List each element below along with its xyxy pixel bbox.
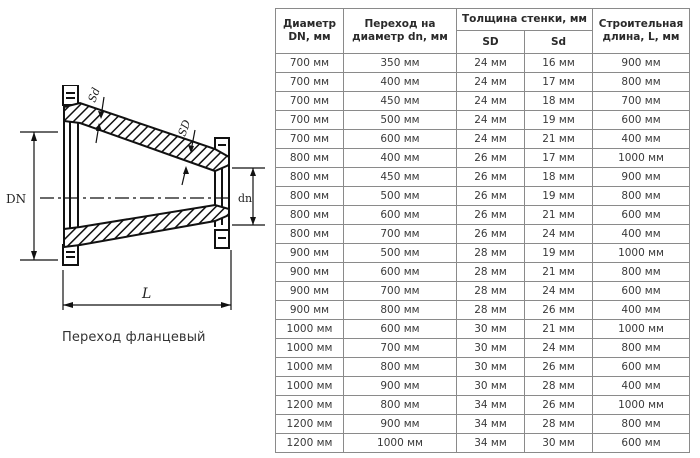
cell-dn: 800 мм <box>276 187 344 206</box>
table-row <box>276 301 690 320</box>
cell-SD: 24 мм <box>457 111 525 130</box>
cell-dn: 800 мм <box>276 168 344 187</box>
table-row <box>276 206 690 225</box>
cell-Sd: 19 мм <box>525 244 593 263</box>
cell-dn: 1000 мм <box>276 377 344 396</box>
cell-SD: 26 мм <box>457 206 525 225</box>
cell-transition-dn: 700 мм <box>344 282 457 301</box>
cell-length: 1000 мм <box>593 149 690 168</box>
cell-dn: 1200 мм <box>276 415 344 434</box>
length-label: L <box>142 286 152 302</box>
table-body <box>276 54 690 453</box>
cell-dn: 900 мм <box>276 282 344 301</box>
cell-transition-dn: 800 мм <box>344 396 457 415</box>
cell-Sd: 17 мм <box>525 149 593 168</box>
cell-dn: 700 мм <box>276 54 344 73</box>
cell-transition-dn: 450 мм <box>344 92 457 111</box>
cell-length: 600 мм <box>593 111 690 130</box>
cell-Sd: 28 мм <box>525 415 593 434</box>
cell-transition-dn: 500 мм <box>344 111 457 130</box>
cell-transition-dn: 800 мм <box>344 301 457 320</box>
cell-transition-dn: 450 мм <box>344 168 457 187</box>
cell-Sd: 17 мм <box>525 73 593 92</box>
header-transition-diameter: Переход на диаметр dn, мм <box>344 9 457 54</box>
header-Sd: Sd <box>525 31 593 54</box>
cell-length: 1000 мм <box>593 244 690 263</box>
table-row <box>276 149 690 168</box>
cell-SD: 28 мм <box>457 282 525 301</box>
cell-transition-dn: 1000 мм <box>344 434 457 453</box>
cell-length: 600 мм <box>593 434 690 453</box>
table-row <box>276 434 690 453</box>
cell-Sd: 18 мм <box>525 92 593 111</box>
cell-length: 800 мм <box>593 339 690 358</box>
table-row <box>276 320 690 339</box>
cell-transition-dn: 600 мм <box>344 206 457 225</box>
cell-Sd: 21 мм <box>525 206 593 225</box>
cell-Sd: 16 мм <box>525 54 593 73</box>
table-row <box>276 54 690 73</box>
cell-SD: 24 мм <box>457 130 525 149</box>
cell-length: 800 мм <box>593 415 690 434</box>
cell-transition-dn: 400 мм <box>344 73 457 92</box>
cell-Sd: 28 мм <box>525 377 593 396</box>
cell-length: 600 мм <box>593 206 690 225</box>
cell-SD: 26 мм <box>457 168 525 187</box>
cell-dn: 1200 мм <box>276 396 344 415</box>
cell-transition-dn: 700 мм <box>344 339 457 358</box>
cell-transition-dn: 800 мм <box>344 358 457 377</box>
cell-SD: 30 мм <box>457 320 525 339</box>
cell-Sd: 24 мм <box>525 282 593 301</box>
cell-SD: 28 мм <box>457 301 525 320</box>
table-row <box>276 339 690 358</box>
cell-length: 400 мм <box>593 225 690 244</box>
cell-dn: 1000 мм <box>276 358 344 377</box>
cell-length: 600 мм <box>593 282 690 301</box>
cell-dn: 800 мм <box>276 206 344 225</box>
cell-transition-dn: 350 мм <box>344 54 457 73</box>
cell-dn: 1000 мм <box>276 320 344 339</box>
cell-Sd: 18 мм <box>525 168 593 187</box>
sd-thickness-label: Sd <box>85 85 103 105</box>
flanged-reducer-drawing <box>0 85 270 315</box>
cell-SD: 30 мм <box>457 339 525 358</box>
cell-transition-dn: 700 мм <box>344 225 457 244</box>
cell-Sd: 26 мм <box>525 301 593 320</box>
cell-dn: 900 мм <box>276 301 344 320</box>
table-row <box>276 396 690 415</box>
table-row <box>276 225 690 244</box>
cell-SD: 26 мм <box>457 149 525 168</box>
cell-dn: 700 мм <box>276 73 344 92</box>
table-row <box>276 244 690 263</box>
cell-Sd: 30 мм <box>525 434 593 453</box>
small-dn-label: dn <box>238 192 253 205</box>
reducer-spec-table <box>275 8 690 453</box>
cell-SD: 24 мм <box>457 92 525 111</box>
cell-length: 1000 мм <box>593 396 690 415</box>
cell-length: 800 мм <box>593 263 690 282</box>
cell-Sd: 26 мм <box>525 358 593 377</box>
cell-dn: 700 мм <box>276 92 344 111</box>
cell-length: 900 мм <box>593 54 690 73</box>
cell-transition-dn: 400 мм <box>344 149 457 168</box>
drawing-caption: Переход фланцевый <box>62 330 206 345</box>
table-row <box>276 358 690 377</box>
cell-transition-dn: 900 мм <box>344 415 457 434</box>
cell-transition-dn: 600 мм <box>344 263 457 282</box>
cell-dn: 1200 мм <box>276 434 344 453</box>
cell-dn: 1000 мм <box>276 339 344 358</box>
header-dn-diameter: Диаметр DN, мм <box>276 9 344 54</box>
table-row <box>276 111 690 130</box>
cell-Sd: 21 мм <box>525 130 593 149</box>
cell-SD: 26 мм <box>457 187 525 206</box>
cell-SD: 26 мм <box>457 225 525 244</box>
cell-dn: 700 мм <box>276 130 344 149</box>
cell-transition-dn: 500 мм <box>344 244 457 263</box>
cell-transition-dn: 500 мм <box>344 187 457 206</box>
table-row <box>276 187 690 206</box>
cell-length: 400 мм <box>593 301 690 320</box>
cell-length: 900 мм <box>593 168 690 187</box>
table-row <box>276 168 690 187</box>
table-row <box>276 415 690 434</box>
cell-transition-dn: 600 мм <box>344 320 457 339</box>
cell-Sd: 24 мм <box>525 225 593 244</box>
dn-label: DN <box>6 192 27 206</box>
header-build-length: Строительная длина, L, мм <box>593 9 690 54</box>
SD-thickness-label: SD <box>175 118 194 139</box>
table-row <box>276 130 690 149</box>
cell-SD: 24 мм <box>457 73 525 92</box>
table-row <box>276 377 690 396</box>
cell-length: 700 мм <box>593 92 690 111</box>
cell-dn: 900 мм <box>276 244 344 263</box>
cell-SD: 34 мм <box>457 434 525 453</box>
cell-length: 800 мм <box>593 73 690 92</box>
cell-SD: 28 мм <box>457 244 525 263</box>
cell-length: 400 мм <box>593 130 690 149</box>
cell-Sd: 19 мм <box>525 111 593 130</box>
cell-dn: 900 мм <box>276 263 344 282</box>
cell-dn: 800 мм <box>276 225 344 244</box>
cell-length: 1000 мм <box>593 320 690 339</box>
cell-SD: 30 мм <box>457 358 525 377</box>
cell-Sd: 19 мм <box>525 187 593 206</box>
cell-SD: 30 мм <box>457 377 525 396</box>
cell-dn: 700 мм <box>276 111 344 130</box>
cell-SD: 24 мм <box>457 54 525 73</box>
table-row <box>276 263 690 282</box>
cell-dn: 800 мм <box>276 149 344 168</box>
cell-length: 600 мм <box>593 358 690 377</box>
table-row <box>276 282 690 301</box>
cell-length: 400 мм <box>593 377 690 396</box>
cell-SD: 34 мм <box>457 415 525 434</box>
cell-SD: 34 мм <box>457 396 525 415</box>
header-wall-thickness: Толщина стенки, мм <box>457 9 593 31</box>
cell-Sd: 24 мм <box>525 339 593 358</box>
table-row <box>276 73 690 92</box>
cell-Sd: 21 мм <box>525 320 593 339</box>
cell-transition-dn: 900 мм <box>344 377 457 396</box>
header-SD: SD <box>457 31 525 54</box>
cell-length: 800 мм <box>593 187 690 206</box>
cell-Sd: 26 мм <box>525 396 593 415</box>
cell-SD: 28 мм <box>457 263 525 282</box>
cell-Sd: 21 мм <box>525 263 593 282</box>
cell-transition-dn: 600 мм <box>344 130 457 149</box>
table-row <box>276 92 690 111</box>
